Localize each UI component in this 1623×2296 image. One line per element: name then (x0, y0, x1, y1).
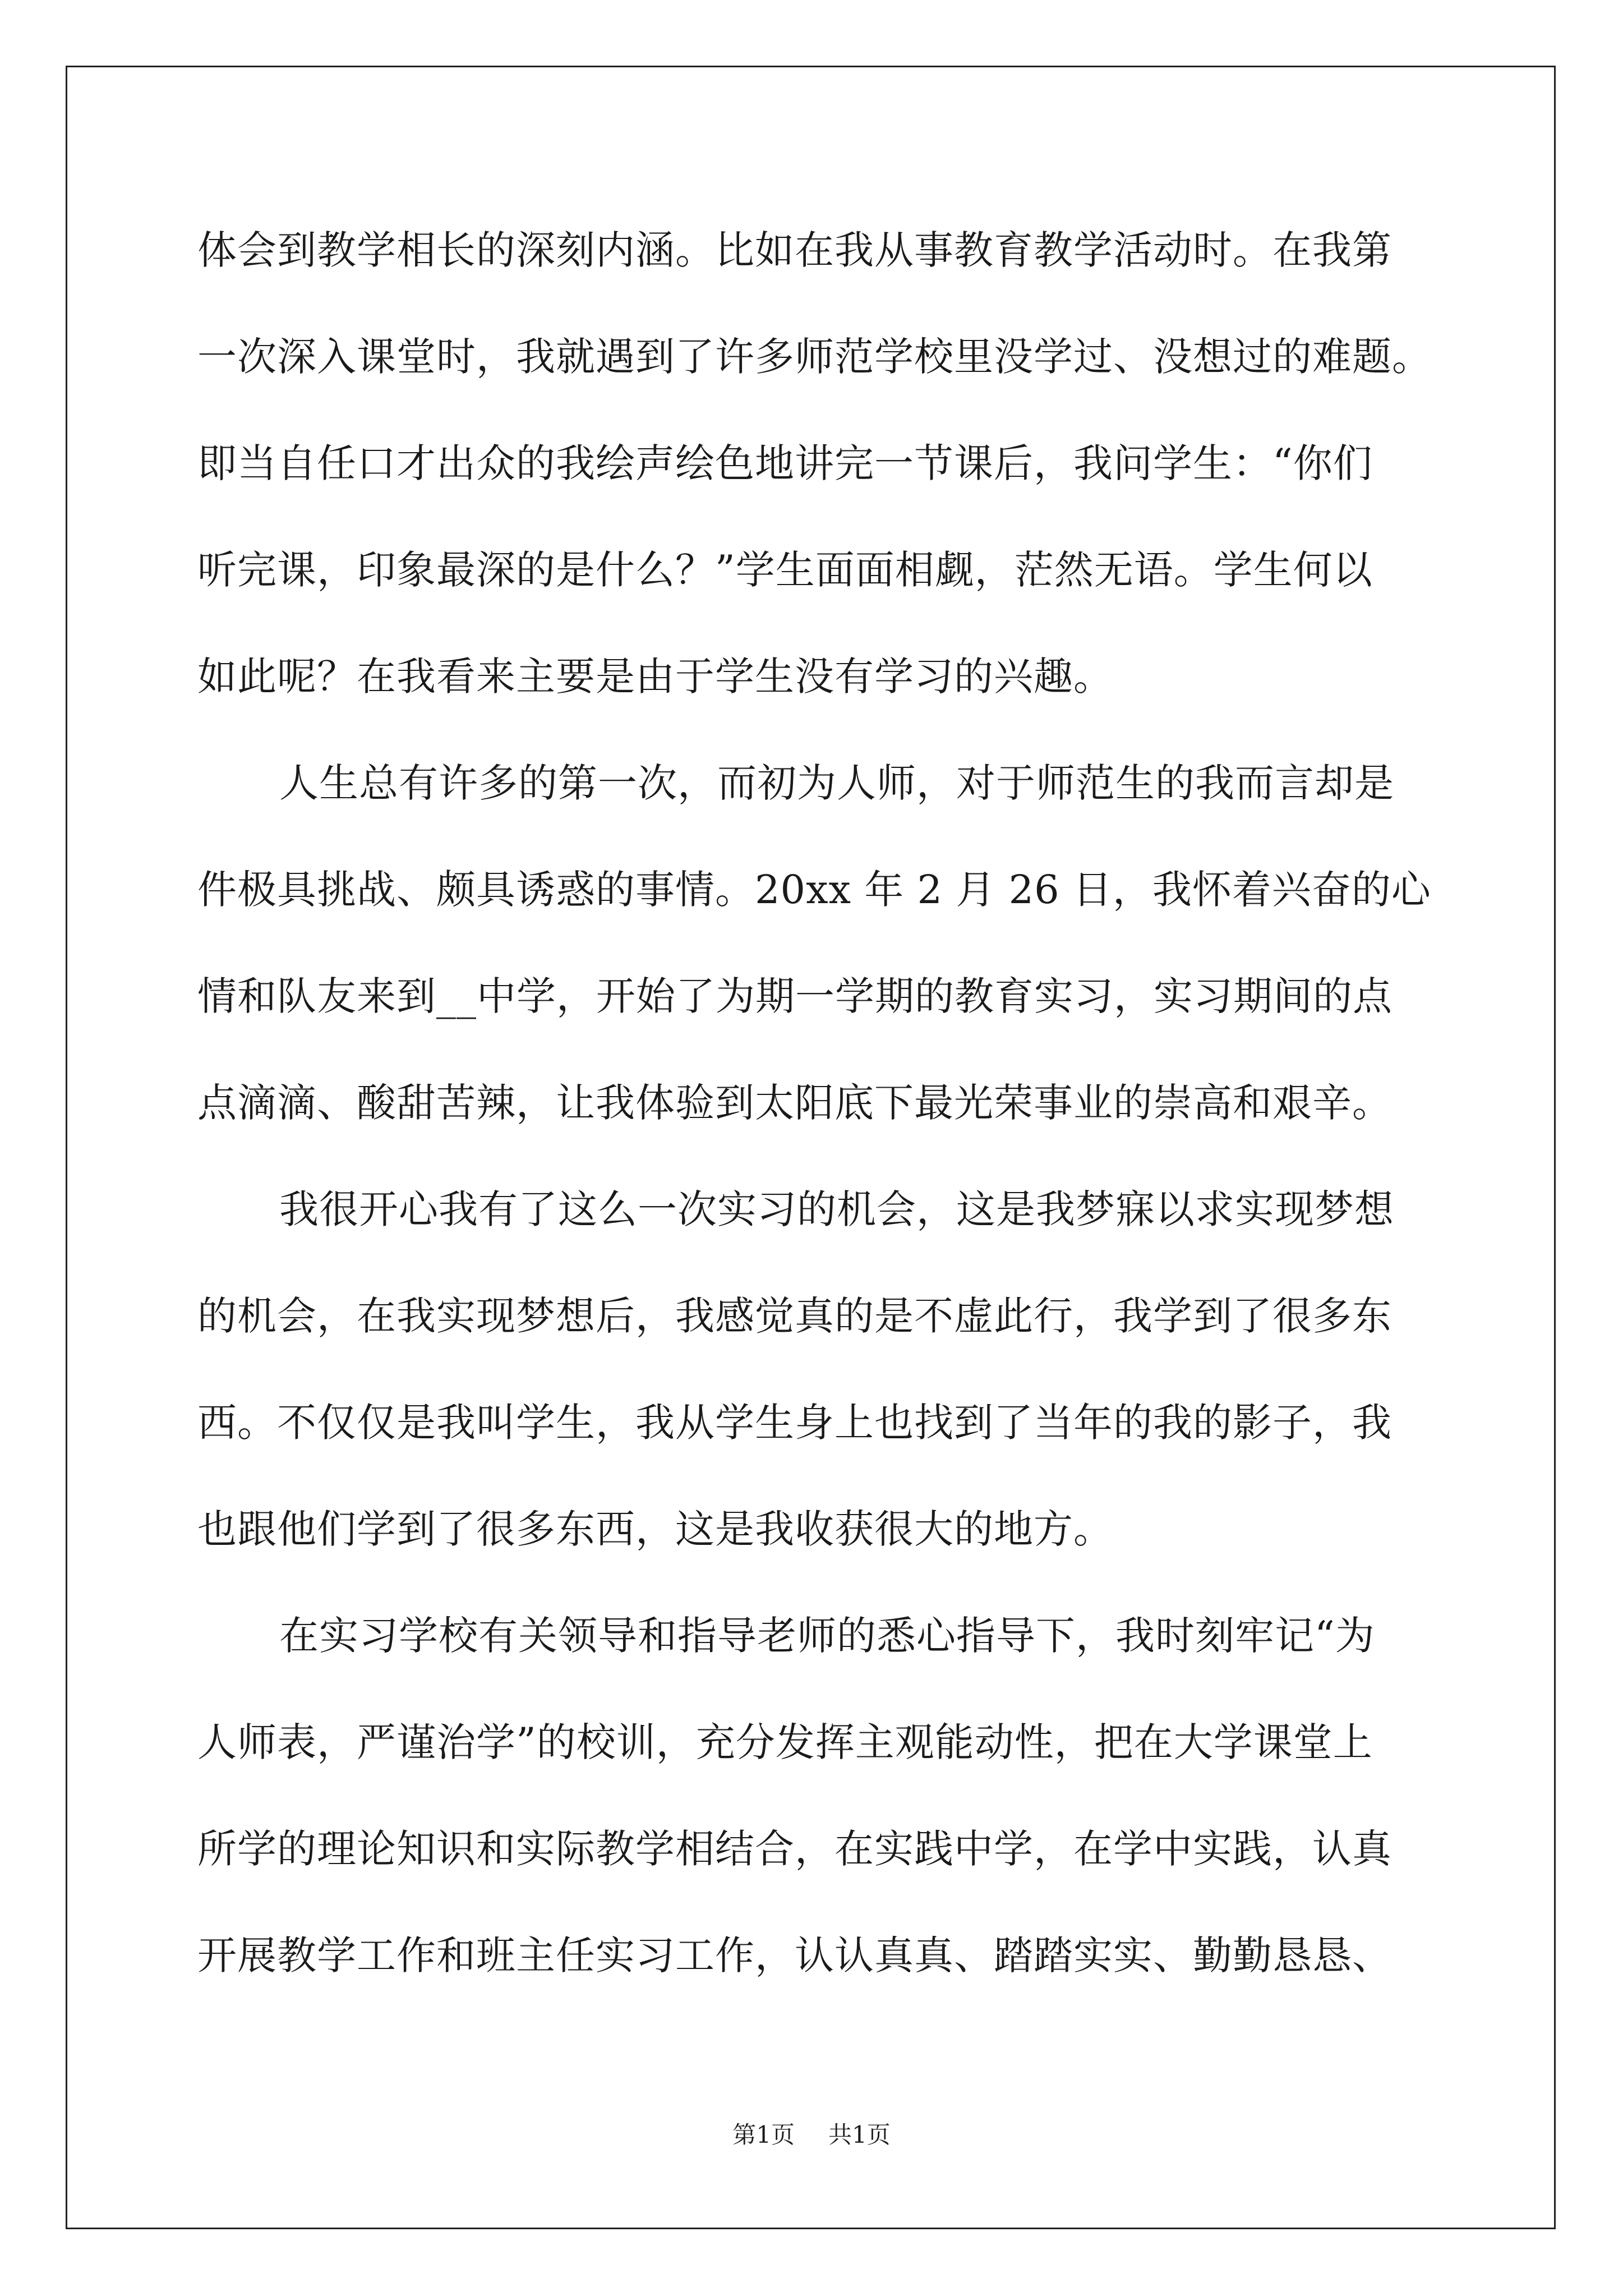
paragraph-first-line: 我很开心我有了这么一次实习的机会，这是我梦寐以求实现梦想 (279, 1186, 1394, 1232)
text-line: 西。不仅仅是我叫学生，我从学生身上也找到了当年的我的影子，我 (197, 1400, 1392, 1446)
page-total: 共1页 (828, 2121, 891, 2148)
text-line: 情和队友来到__中学，开始了为期一学期的教育实习，实习期间的点 (197, 973, 1393, 1019)
text-line: 的机会，在我实现梦想后，我感觉真的是不虚此行，我学到了很多东 (197, 1293, 1392, 1339)
text-line: 点滴滴、酸甜苦辣，让我体验到太阳底下最光荣事业的崇高和艰辛。 (197, 1080, 1392, 1126)
text-line: 件极具挑战、颇具诱惑的事情。20xx 年 2 月 26 日，我怀着兴奋的心 (197, 867, 1431, 913)
page-frame (66, 66, 1556, 2229)
text-line: 也跟他们学到了很多东西，这是我收获很大的地方。 (197, 1506, 1113, 1552)
text-line: 人师表，严谨治学”的校训，充分发挥主观能动性，把在大学课堂上 (197, 1719, 1373, 1765)
page-number: 第1页 (732, 2121, 795, 2148)
text-line: 体会到教学相长的深刻内涵。比如在我从事教育教学活动时。在我第 (197, 227, 1392, 273)
page-footer (0, 2118, 1623, 2152)
paragraph-first-line: 在实习学校有关领导和指导老师的悉心指导下，我时刻牢记“为 (279, 1613, 1375, 1659)
text-line: 如此呢？在我看来主要是由于学生没有学习的兴趣。 (197, 654, 1113, 700)
text-line: 即当自任口才出众的我绘声绘色地讲完一节课后，我问学生：“你们 (197, 440, 1373, 486)
text-line: 听完课，印象最深的是什么？”学生面面相觑，茫然无语。学生何以 (197, 547, 1373, 593)
text-line: 所学的理论知识和实际教学相结合，在实践中学，在学中实践，认真 (197, 1826, 1392, 1872)
paragraph-first-line: 人生总有许多的第一次，而初为人师，对于师范生的我而言却是 (279, 760, 1394, 806)
text-line: 一次深入课堂时，我就遇到了许多师范学校里没学过、没想过的难题。 (197, 334, 1432, 380)
text-line: 开展教学工作和班主任实习工作，认认真真、踏踏实实、勤勤恳恳、 (197, 1932, 1392, 1978)
